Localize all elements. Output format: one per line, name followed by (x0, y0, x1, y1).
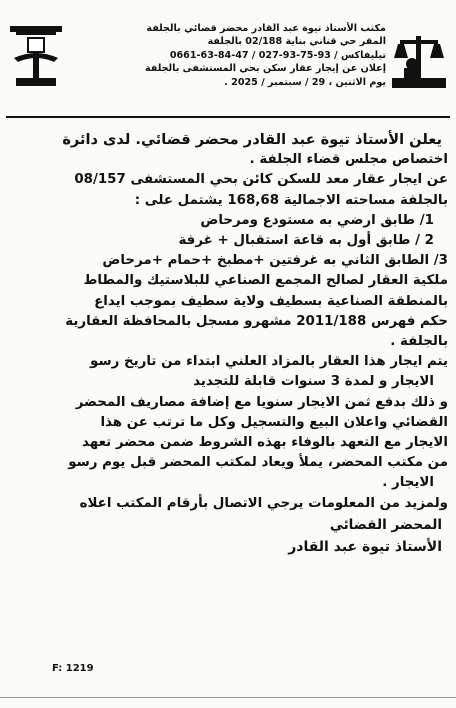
property-line: عن ايجار عقار معد للسكن كائن بحي المستشفى 08/157 (74, 172, 448, 188)
bottom-divider (0, 697, 456, 698)
list-item: 3/ الطابق الثاني به غرفتين +مطبخ +حمام +مرحاض (102, 253, 448, 269)
justice-scales-logo-icon (390, 28, 448, 90)
letterhead-text (68, 22, 386, 89)
intro-line: يعلن الأستاذ تيوة عبد القادر محضر قضائي. لدى دائرة (62, 131, 442, 148)
terms-line: الايجار . (382, 475, 434, 491)
ownership-line: بالجلفة . (390, 334, 448, 350)
auction-line: الايجار و لمدة 3 سنوات قابلة للتجديد (193, 374, 434, 390)
ownership-line: حكم فهرس 2011/188 مشهرو مسجل بالمحافظة العقارية (65, 313, 448, 329)
auction-line: يتم ايجار هذا العقار بالمزاد العلني ابتداء من تاريخ رسو (90, 354, 448, 370)
announcement-subject: إعلان عن إيجار عقار سكن بحي المستشفى بالجلفة (144, 63, 386, 75)
ownership-line: بالمنطقة الصناعية بسطيف ولاية سطيف بموجب ايداع (94, 293, 448, 309)
contact-line: ولمزيد من المعلومات يرجي الاتصال بأرقام المكتب اعلاه (79, 495, 448, 511)
signature-block (6, 514, 450, 558)
terms-line: من مكتب المحضر، يملأ ويعاد لمكتب المحضر قبل يوم رسو (68, 455, 448, 471)
letterhead (6, 4, 450, 118)
list-item: 2 / طابق أول به قاعة استقبال + غرفة (178, 233, 434, 249)
signature-title: المحضر القضائي (329, 516, 442, 533)
terms-line: و ذلك بدفع ثمن الايجار سنويا مع إضافة مصاريف المحضر (75, 394, 448, 410)
office-name: مكتب الأستاذ تيوة عبد القادر محضر قضائي بالجلفة (146, 23, 386, 34)
intro-line: اختصاص مجلس قضاء الجلفة . (249, 152, 448, 168)
signature-name: الأستاذ تيوة عبد القادر (288, 538, 442, 555)
announcement-body (6, 118, 450, 514)
list-item: 1/ طابق ارضي به مستودع ومرحاض (200, 212, 434, 228)
office-address: المقر حي قناني بناية 02/188 بالجلفة (207, 36, 386, 48)
terms-line: الايجار مع التعهد بالوفاء بهذه الشروط ضمن محضر تعهد (82, 435, 448, 451)
emblem-logo-icon (8, 24, 64, 90)
office-phone: تيليفاكس / 93-75-93-027 / 47-84-63-0661 (169, 49, 386, 61)
terms-line: القضائي واعلان البيع والتسجيل وكل ما ترتب عن هذا (100, 414, 448, 430)
announcement-date: يوم الاثنين ، 29 / سبتمبر / 2025 . (224, 76, 386, 88)
ownership-line: ملكية العقار لصالح المجمع الصناعي للبلاستيك والمطاط (83, 273, 448, 289)
reference-number: F: 1219 (52, 663, 94, 674)
property-line: بالجلفة مساحته الاجمالية 168,68 يشتمل على : (134, 192, 448, 208)
